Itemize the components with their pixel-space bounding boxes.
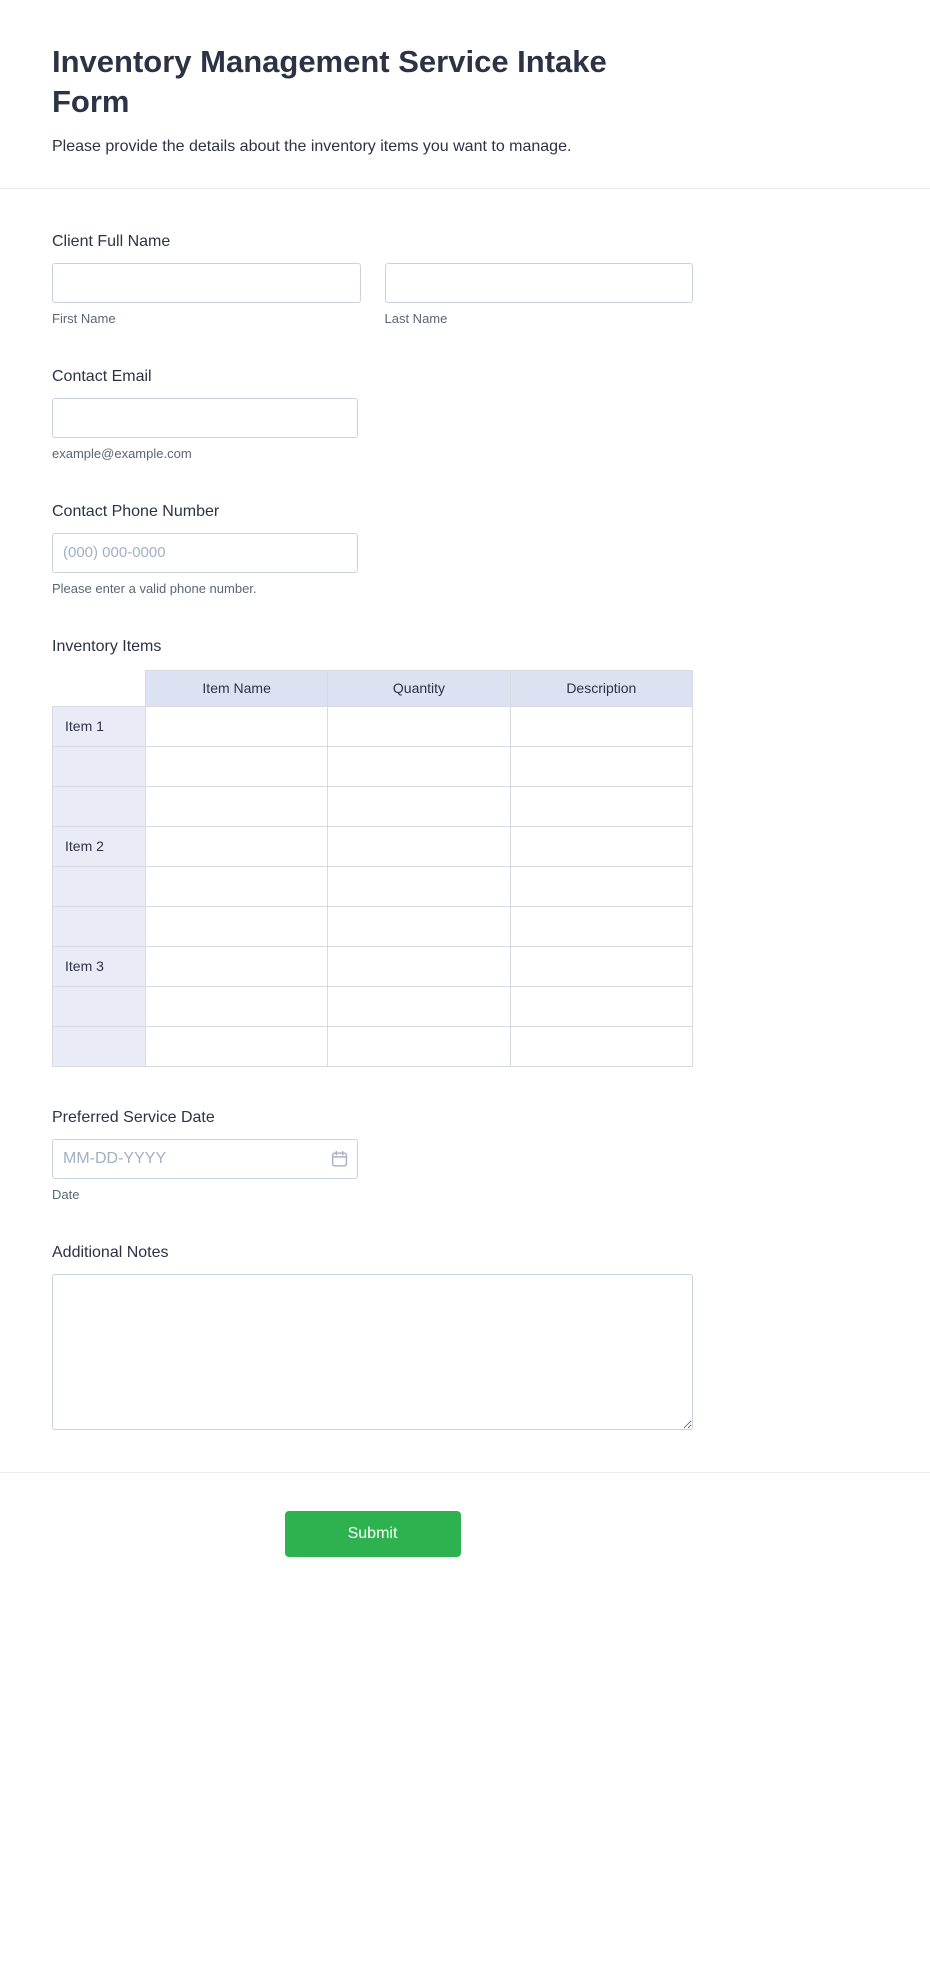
inventory-cell [328,786,510,826]
contact-phone-sublabel: Please enter a valid phone number. [52,580,257,596]
last-name-column [385,263,694,326]
inventory-cell-input-r7-c3[interactable] [511,947,692,985]
inventory-row-header: Item 2 [53,826,146,866]
inventory-cell-input-r3-c2[interactable] [328,787,509,825]
inventory-row-header: Item 3 [53,946,146,986]
inventory-row-header: Item 1 [53,706,146,746]
inventory-cell-input-r6-c2[interactable] [328,907,509,945]
inventory-corner-cell [53,670,146,706]
inventory-cell [510,706,692,746]
inventory-table [52,670,693,1067]
inventory-cell-input-r2-c1[interactable] [146,747,327,785]
inventory-cell [328,746,510,786]
inventory-cell [146,906,328,946]
inventory-cell-input-r3-c1[interactable] [146,787,327,825]
inventory-row-header [53,986,146,1026]
inventory-cell-input-r5-c2[interactable] [328,867,509,905]
inventory-row-header [53,746,146,786]
form-header [0,0,930,188]
inventory-cell-input-r6-c3[interactable] [511,907,692,945]
inventory-table-row [53,786,693,826]
first-name-sublabel: First Name [52,310,116,326]
inventory-items-label: Inventory Items [52,637,162,655]
inventory-cell-input-r9-c3[interactable] [511,1027,692,1065]
inventory-cell-input-r1-c2[interactable] [328,707,509,745]
last-name-sublabel: Last Name [384,310,448,326]
inventory-col-header-quantity: Quantity [328,670,510,706]
inventory-cell-input-r8-c3[interactable] [511,987,692,1025]
inventory-cell-input-r8-c2[interactable] [328,987,509,1025]
inventory-row-header [53,906,146,946]
form-title: Inventory Management Service Intake Form [52,44,607,120]
service-date-input[interactable] [52,1139,358,1179]
inventory-row-header [53,1026,146,1066]
inventory-cell [328,1026,510,1066]
calendar-icon[interactable] [331,1150,348,1167]
inventory-cell [328,706,510,746]
inventory-table-row [53,986,693,1026]
inventory-table-head [53,670,693,706]
submit-button[interactable]: Submit [285,1511,461,1557]
first-name-column [52,263,361,326]
form-body [0,189,930,1430]
inventory-cell [510,986,692,1026]
inventory-col-header-item-name: Item Name [146,670,328,706]
inventory-table-row [53,866,693,906]
inventory-col-header-description: Description [510,670,692,706]
inventory-cell [328,946,510,986]
field-additional-notes [52,1244,878,1430]
inventory-cell [510,826,692,866]
inventory-table-row [53,906,693,946]
field-service-date [52,1109,878,1202]
inventory-cell-input-r2-c3[interactable] [511,747,692,785]
inventory-cell [328,866,510,906]
inventory-cell-input-r6-c1[interactable] [146,907,327,945]
contact-email-label: Contact Email [52,367,152,385]
contact-phone-label: Contact Phone Number [52,502,220,520]
service-date-wrap [52,1139,358,1179]
inventory-cell-input-r2-c2[interactable] [328,747,509,785]
form-subtitle: Please provide the details about the inventory items you want to manage. [52,137,572,155]
inventory-cell-input-r1-c3[interactable] [511,707,692,745]
inventory-row-header [53,786,146,826]
inventory-table-row [53,946,693,986]
inventory-cell-input-r7-c2[interactable] [328,947,509,985]
inventory-table-row [53,706,693,746]
inventory-cell [146,986,328,1026]
inventory-table-row [53,746,693,786]
inventory-cell [510,1026,692,1066]
client-name-label: Client Full Name [52,232,171,250]
inventory-row-header [53,866,146,906]
inventory-cell [510,906,692,946]
service-date-sublabel: Date [52,1186,80,1202]
inventory-cell-input-r5-c3[interactable] [511,867,692,905]
contact-phone-input[interactable] [52,533,358,573]
additional-notes-label: Additional Notes [52,1243,169,1261]
inventory-cell-input-r9-c1[interactable] [146,1027,327,1065]
inventory-cell [510,946,692,986]
field-inventory-items [52,638,878,1067]
inventory-table-row [53,1026,693,1066]
inventory-cell-input-r5-c1[interactable] [146,867,327,905]
inventory-cell [328,826,510,866]
inventory-table-body [53,706,693,1066]
client-name-row [52,263,693,326]
footer-inner [52,1511,693,1557]
field-client-name [52,233,878,326]
inventory-cell [146,746,328,786]
field-contact-phone [52,503,878,596]
inventory-cell [146,826,328,866]
inventory-cell [328,986,510,1026]
service-date-label: Preferred Service Date [52,1108,215,1126]
inventory-cell [146,786,328,826]
last-name-input[interactable] [385,263,694,303]
field-contact-email [52,368,878,461]
inventory-cell [510,746,692,786]
inventory-cell-input-r4-c1[interactable] [146,827,327,865]
inventory-table-row [53,826,693,866]
contact-email-sublabel: example@example.com [52,445,192,461]
inventory-cell [510,866,692,906]
inventory-header-row [53,670,693,706]
inventory-cell-input-r1-c1[interactable] [146,707,327,745]
inventory-cell-input-r9-c2[interactable] [328,1027,509,1065]
inventory-cell-input-r3-c3[interactable] [511,787,692,825]
inventory-cell-input-r7-c1[interactable] [146,947,327,985]
additional-notes-textarea[interactable] [52,1274,693,1430]
inventory-cell-input-r4-c2[interactable] [328,827,509,865]
inventory-cell [146,706,328,746]
inventory-cell [146,1026,328,1066]
contact-email-input[interactable] [52,398,358,438]
form-footer [0,1472,930,1977]
inventory-cell [328,906,510,946]
first-name-input[interactable] [52,263,361,303]
inventory-cell [510,786,692,826]
inventory-cell-input-r4-c3[interactable] [511,827,692,865]
inventory-cell-input-r8-c1[interactable] [146,987,327,1025]
inventory-cell [146,946,328,986]
inventory-cell [146,866,328,906]
